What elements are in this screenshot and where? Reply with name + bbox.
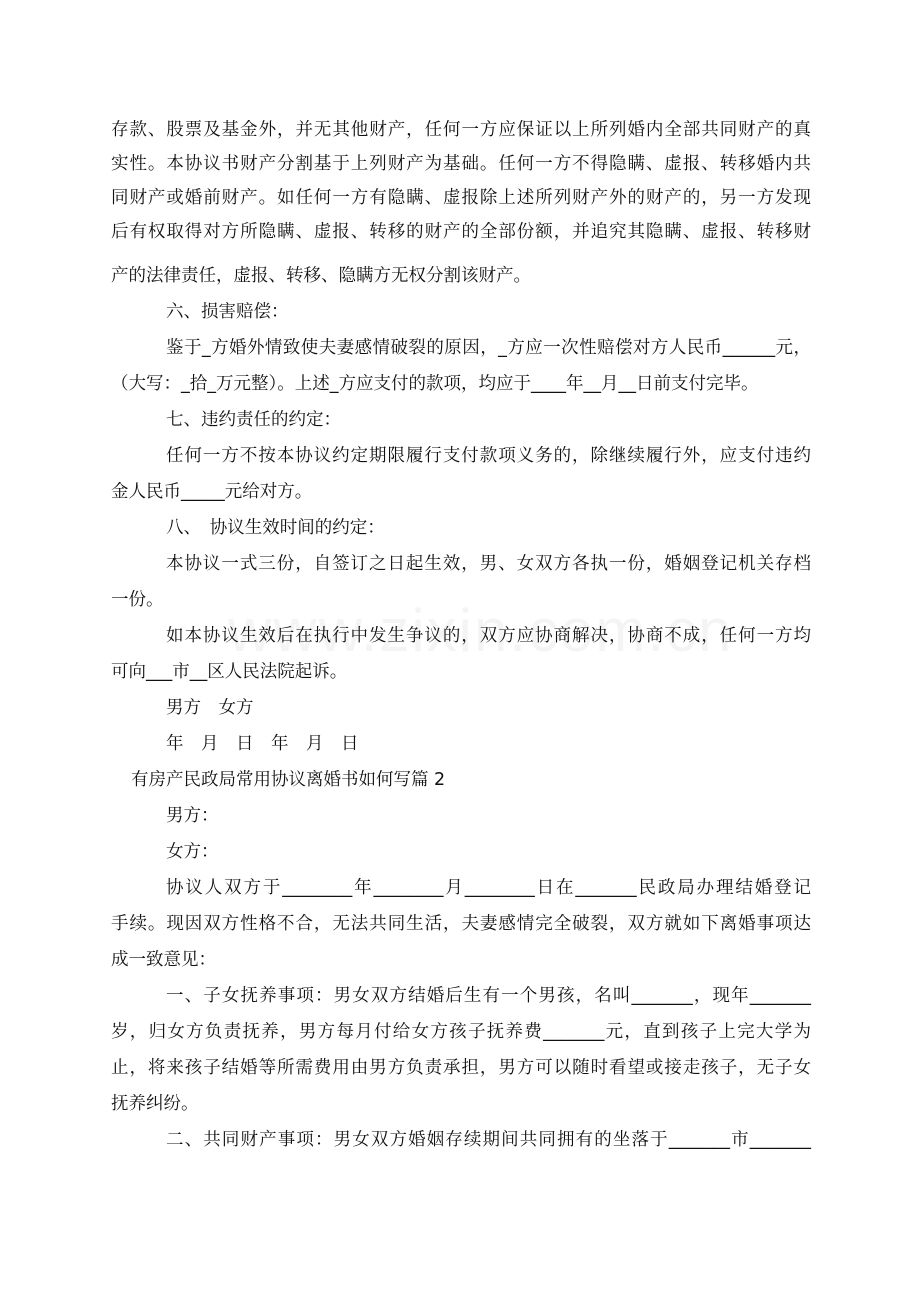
section-heading: 六、损害赔偿：: [166, 302, 289, 322]
text-line: （大写：_拾_万元整）。上述_方应支付的款项，均应于____年__月__日前支付完毕。: [111, 374, 759, 394]
text-line: 抚养纠纷。: [111, 1094, 199, 1114]
signature-labels: 男方 女方: [166, 698, 254, 718]
section-heading: 七、违约责任的约定：: [166, 410, 341, 430]
text-line: 岁，归女方负责抚养，男方每月付给女方孩子抚养费_______元，直到孩子上完大学为: [111, 1022, 811, 1042]
text-line: 实性。本协议书财产分割基于上列财产为基础。任何一方不得隐瞒、虚报、转移婚内共: [111, 154, 811, 174]
text-line: 协议人双方于________年________月________日在_______民政局办理结婚登记: [166, 878, 811, 898]
text-line: 可向___市__区人民法院起诉。: [111, 662, 348, 682]
text-line: 任何一方不按本协议约定期限履行支付款项义务的，除继续履行外，应支付违约: [166, 446, 811, 466]
text-line: 一、子女抚养事项：男女双方结婚后生有一个男孩，名叫_______，现年_______: [166, 986, 811, 1006]
text-line: 存款、股票及基金外，并无其他财产，任何一方应保证以上所列婚内全部共同财产的真: [111, 120, 811, 140]
text-line: 后有权取得对方所隐瞒、虚报、转移的财产的全部份额，并追究其隐瞒、虚报、转移财: [111, 222, 811, 242]
signature-dates: 年 月 日 年 月 日: [166, 734, 359, 754]
text-line: 二、共同财产事项：男女双方婚姻存续期间共同拥有的坐落于_______市_______: [166, 1130, 811, 1150]
text-line: 产的法律责任，虚报、转移、隐瞒方无权分割该财产。: [111, 266, 531, 286]
party-male: 男方：: [166, 806, 219, 826]
text-line: 如本协议生效后在执行中发生争议的，双方应协商解决，协商不成，任何一方均: [166, 626, 811, 646]
section-heading: 八、 协议生效时间的约定：: [166, 518, 385, 538]
text-line: 本协议一式三份，自签订之日起生效，男、女双方各执一份，婚姻登记机关存档: [166, 554, 811, 574]
section-title: 有房产民政局常用协议离婚书如何写篇 2: [131, 770, 446, 790]
text-line: 手续。现因双方性格不合，无法共同生活，夫妻感情完全破裂，双方就如下离婚事项达: [111, 914, 811, 934]
text-line: 鉴于_方婚外情致使夫妻感情破裂的原因，_方应一次性赔偿对方人民币______元，: [166, 338, 811, 358]
text-line: 金人民币_____元给对方。: [111, 482, 313, 502]
text-line: 同财产或婚前财产。如任何一方有隐瞒、虚报除上述所列财产外的财产的，另一方发现: [111, 188, 811, 208]
text-line: 一份。: [111, 590, 164, 610]
text-line: 成一致意见：: [111, 950, 216, 970]
party-female: 女方：: [166, 842, 219, 862]
text-line: 止，将来孩子结婚等所需费用由男方负责承担，男方可以随时看望或接走孩子，无子女: [111, 1058, 811, 1078]
